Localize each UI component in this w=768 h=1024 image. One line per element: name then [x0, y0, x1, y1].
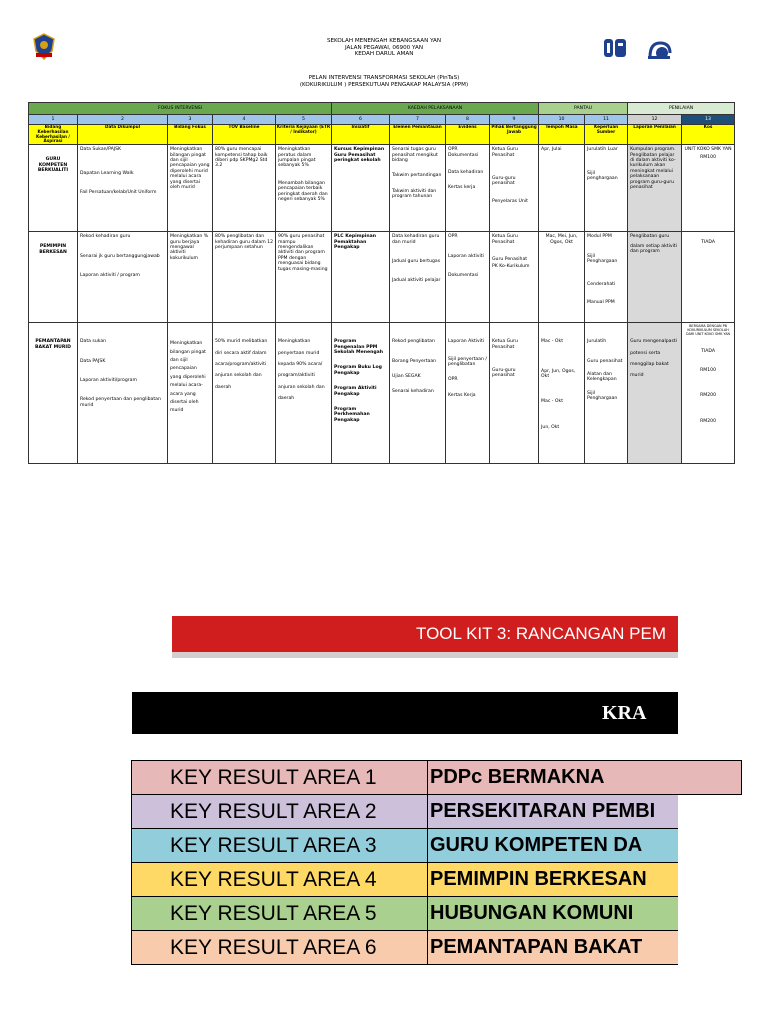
bidang-item: Meningkatkan	[170, 341, 203, 347]
intervention-plan-table	[28, 102, 735, 464]
kra-label: KEY RESULT AREA 4	[132, 863, 428, 897]
kra-label: KEY RESULT AREA 6	[132, 931, 428, 965]
col-number: 5	[276, 115, 332, 125]
col-number: 7	[390, 115, 446, 125]
list-item	[132, 795, 742, 829]
list-item	[132, 761, 742, 795]
table-row	[29, 323, 735, 464]
col-header: Data Dikumpul	[78, 125, 168, 145]
kos-item: RM200	[700, 418, 717, 424]
sumber-item: Jurulatih	[587, 339, 607, 345]
tov-baseline: 80% penglibatan dan kehadiran guru dalam 12 perjumpaan setahun	[215, 234, 274, 250]
kra-value: PERSEKITARAN PEMBI	[428, 795, 742, 829]
sumber-item: Guru penasihat	[587, 358, 623, 364]
kriteria-item: daerah	[278, 396, 295, 402]
tempoh-item: Jun, Okt	[541, 424, 560, 430]
evidens-item: Laporan aktiviti	[448, 253, 484, 259]
kriteria-item: anjuran sekolah dan	[278, 384, 325, 390]
school-address	[0, 38, 768, 58]
sumber-item: Sijil Penghargaan	[587, 253, 618, 264]
bidang-item: yang diperolehi	[170, 374, 206, 380]
kra-heading: KRA	[132, 692, 678, 734]
kra-value: PDPc BERMAKNA	[428, 761, 742, 795]
evidens-item: Dokumentasi	[448, 273, 479, 278]
kra-label: KEY RESULT AREA 5	[132, 897, 428, 931]
elemen-item: Ujian SEGAK	[392, 374, 421, 379]
laporan-penilaian: Kumpulan program. Penglibatan pelajar di dalam aktiviti ko-kurikulum akan meningkat melalui pelaksanaan program guru-guru penasihat	[630, 147, 676, 191]
school-name: SEKOLAH MENENGAH KEBANGSAAN YAN	[326, 38, 442, 44]
col-header: Tempoh Masa	[539, 125, 585, 145]
col-header: Inisiatif	[332, 125, 390, 145]
list-item	[132, 863, 742, 897]
kos-item: RM100	[700, 367, 717, 373]
document-title-line-1: PELAN INTERVENSI TRANSFORMASI SEKOLAH (PinTaS)	[308, 75, 460, 81]
tov-item: diri secara aktif dalam	[215, 350, 267, 356]
data-item: Laporan aktiviti/program	[80, 378, 137, 383]
kos-item: BERSAMA DENGAN PB KOKURIKULUM SEKOLAH DARI UNIT KOKO SMK YAN	[686, 324, 731, 336]
kra-list	[131, 760, 742, 965]
kra-cell: GURU KOMPETEN BERKUALITI	[37, 157, 69, 173]
list-item	[132, 829, 742, 863]
col-number: 3	[168, 115, 213, 125]
col-number: 11	[585, 115, 628, 125]
col-header: Pihak Bertanggung Jawab	[490, 125, 539, 145]
school-street: JALAN PEGAWAI, 06900 YAN	[345, 44, 423, 51]
elemen-item: Jadual aktiviti pelajar	[392, 278, 441, 284]
elemen-item: Borang Penyertaan	[392, 358, 437, 364]
inisiatif: PLC Kepimpinan Pemaktahan Pengakap	[334, 234, 377, 250]
kra-label: KEY RESULT AREA 1	[132, 761, 428, 795]
elemen-item: Senarai tugas guru penasihat mengikut bidang	[392, 147, 438, 163]
group-penilaian: PENILAIAN	[628, 103, 735, 115]
list-item	[132, 897, 742, 931]
pihak-item: PK Ko-Kurikulum	[492, 264, 530, 270]
col-header: Elemen Pemantauan	[390, 125, 446, 145]
col-number: 1	[29, 115, 78, 125]
sumber-item: Modul PPM	[587, 234, 612, 240]
elemen-item: Senarai kehadiran	[392, 389, 434, 395]
inisiatif-item: Program Aktiviti Pengakap	[334, 386, 377, 397]
evidens-item: Sijil penyertaan / penglibatan	[448, 356, 487, 367]
tempoh-item: Apr, Jun, Ogos, Okt	[541, 368, 576, 379]
kos-item: TIADA	[701, 348, 716, 354]
table-row	[29, 232, 735, 323]
inisiatif: Kursus Kepimpinan Guru Pemasihat peringkat sekolah	[334, 147, 385, 163]
col-number: 6	[332, 115, 390, 125]
pihak-item: Guru-guru penasihat	[492, 176, 516, 187]
kriteria-item: Menambah bilangan pencapaian terbaik peringkat daerah dan negeri sebanyak 5%	[278, 180, 328, 203]
inisiatif-item: Program Perkhemahan Pengakap	[334, 407, 370, 423]
tempoh-masa: Mac, Mei, Jun, Ogos, Okt	[545, 234, 578, 245]
evidens-item: OPR	[448, 234, 458, 240]
elemen-item: Rekod penglibatan	[392, 339, 435, 345]
bidang-item: murid	[170, 408, 184, 414]
data-item: Senarai jk guru bertanggungjawab	[80, 253, 160, 259]
tempoh-masa: Apr, Julai	[541, 147, 562, 153]
kra-cell: PEMIMPIN BERKESAN	[39, 244, 67, 255]
kra-value: PEMANTAPAN BAKAT	[428, 931, 742, 965]
kra-label: KEY RESULT AREA 3	[132, 829, 428, 863]
pihak-item: Ketua Guru Penasihat	[492, 147, 518, 158]
laporan-item: menggilap bakat	[630, 362, 669, 367]
elemen-item: Takwim aktiviti dan program tahunan	[392, 188, 437, 200]
sumber-item: Sijil Penghargaan	[587, 390, 618, 402]
kra-cell: PEMANTAPAN BAKAT MURID	[35, 339, 71, 350]
laporan-item: murid	[630, 373, 644, 379]
tempoh-item: Mac - Okt	[541, 399, 564, 405]
kos-item: TIADA	[701, 240, 716, 246]
data-item: Laporan aktiviti / program	[80, 273, 140, 278]
tov-item: acara/program/aktiviti	[215, 362, 267, 367]
col-number: 4	[213, 115, 276, 125]
sumber-item: Sijil penghargaan	[587, 170, 618, 181]
kos-item: UNIT KOKO SMK YAN	[684, 147, 732, 153]
data-item: Rekod kehadiran guru	[80, 234, 131, 240]
pihak-item: Guru-guru penasihat	[492, 368, 516, 379]
bidang-item: bilangan pingat	[170, 349, 206, 355]
sumber-item: Jurulatih Luar	[587, 147, 618, 153]
data-item: Rekod penyertaan dan penglibatan murid	[80, 397, 161, 408]
data-item: Data sukan	[80, 339, 107, 345]
page-edge-mask	[678, 795, 748, 995]
col-number: 8	[446, 115, 490, 125]
data-item: Data Sukan/PAJSK	[80, 147, 122, 153]
evidens-item: Kertas kerja	[448, 185, 476, 191]
document-title-line-2: (KOKURIKULUM ) PERSEKUTUAN PENGAKAP MALAYSIA (PPM)	[299, 82, 469, 88]
pihak-item: Ketua Guru Penasihat	[492, 339, 518, 350]
kriteria-item: kepada 90% acara/	[278, 362, 323, 367]
col-number: 2	[78, 115, 168, 125]
sumber-item: Cenderahati	[587, 282, 616, 288]
kra-label: KEY RESULT AREA 2	[132, 795, 428, 829]
toolkit-banner: TOOL KIT 3: RANCANGAN PEM	[172, 616, 678, 652]
data-item: Dapatan Learning Walk	[80, 170, 134, 176]
col-header: Keperluan Sumber	[585, 125, 628, 145]
group-pantau: PANTAU	[539, 103, 628, 115]
col-number: 10	[539, 115, 585, 125]
pihak-item: Ketua Guru Penasihat	[492, 234, 518, 245]
pihak-item: Guru Penasihat	[492, 257, 528, 262]
document-title	[0, 75, 768, 89]
kriteria-item: 90% guru penasihat mampu mengendalikan aktiviti dan program PPM dengan menguasai bidang tugas masing-masing	[278, 234, 328, 272]
group-kaedah-pelaksanaan: KAEDAH PELAKSANAAN	[332, 103, 539, 115]
elemen-item: Takwim pertandingan	[392, 173, 442, 179]
inisiatif-item: Program Pengenalan PPM Sekolah Menengah	[334, 339, 384, 355]
table-row	[29, 145, 735, 232]
kra-value: HUBUNGAN KOMUNI	[428, 897, 742, 931]
bidang-item: acara yang	[170, 391, 196, 397]
kra-value: GURU KOMPETEN DA	[428, 829, 742, 863]
col-header: TOV Baseline	[213, 125, 276, 145]
kra-value: PEMIMPIN BERKESAN	[428, 863, 742, 897]
col-header: Evidens	[446, 125, 490, 145]
bidang-item: pencapaian	[170, 366, 197, 372]
kos-item: RM100	[700, 154, 717, 160]
sumber-item: Alatan dan Kelengkapan	[587, 372, 617, 383]
tov-item: daerah	[215, 384, 232, 390]
data-item: Fail Persatuan/kelab/Unit Uniform	[80, 190, 157, 195]
laporan-item: Penglibatan guru	[630, 234, 670, 240]
col-number: 12	[628, 115, 682, 125]
bidang-item: dan sijil	[170, 358, 188, 363]
laporan-item: potensi serta	[630, 350, 661, 356]
data-item: Data PAJSK	[80, 358, 106, 364]
col-header: Kos	[682, 125, 735, 145]
col-header: Bidang Keberhasilan Keberhasilan / Aspirasi	[29, 125, 78, 145]
tov-baseline: 80% guru mencapai kompetensi tahap baik diberi pdp SKPMg2 Std 3.2	[215, 147, 268, 169]
col-header: Laporan Penilaian	[628, 125, 682, 145]
evidens-item: Data kehadiran	[448, 170, 484, 175]
laporan-item: Guru mengenalpasti	[630, 339, 677, 345]
kriteria-item: Meningkatkan peratus dalam jumpalan pingat sebanyak 5%	[278, 147, 316, 169]
tempoh-item: Mac - Okt	[541, 339, 564, 345]
kos-item: RM200	[700, 393, 717, 399]
col-header: Bidang Fokus	[168, 125, 213, 145]
elemen-item: Jadual guru bertugas	[392, 259, 441, 264]
col-number: 9	[490, 115, 539, 125]
bidang-fokus: Meningkatkan % guru berjaya mengawal aktiviti kokurikulum	[170, 234, 209, 261]
col-number: 13	[682, 115, 735, 125]
bidang-item: disertai oleh	[170, 400, 199, 406]
banner-shadow	[172, 652, 678, 658]
group-fokus-intervensi: FOKUS INTERVENSI	[29, 103, 332, 115]
tov-item: 50% murid melibatkan	[215, 339, 268, 345]
evidens-item: Kertas Kerja	[448, 392, 476, 398]
school-state: KEDAH DARUL AMAN	[354, 51, 414, 57]
list-item	[132, 931, 742, 965]
elemen-item: Data kehadiran guru dan murid	[392, 234, 440, 245]
inisiatif-item: Program Buku Log Pengakap	[334, 365, 382, 376]
laporan-item: dalam setiap aktiviti dan program	[630, 243, 677, 254]
sumber-item: Manual PPM	[587, 299, 615, 305]
evidens-item: OPR	[448, 377, 458, 383]
kriteria-item: program/aktiviti	[278, 373, 315, 379]
kriteria-item: penyertaan murid	[278, 350, 320, 356]
bidang-item: melalui acara-	[170, 383, 203, 389]
kriteria-item: Meningkatkan	[278, 339, 311, 345]
evidens-item: Laporan Aktiviti	[448, 339, 485, 345]
pihak-item: Penyelaras Unit	[492, 198, 528, 204]
bidang-fokus: Meningkatkan bilangan pingat dan sijil pencapaian yang diperolehi murid melalui acara yang disertai oleh murid	[170, 147, 210, 191]
evidens-item: OPR Dokumentasi	[448, 147, 479, 158]
tov-item: anjuran sekolah dan	[215, 373, 262, 379]
col-header: Kriteria Kejayaan (ETR / Indikator)	[276, 125, 332, 145]
